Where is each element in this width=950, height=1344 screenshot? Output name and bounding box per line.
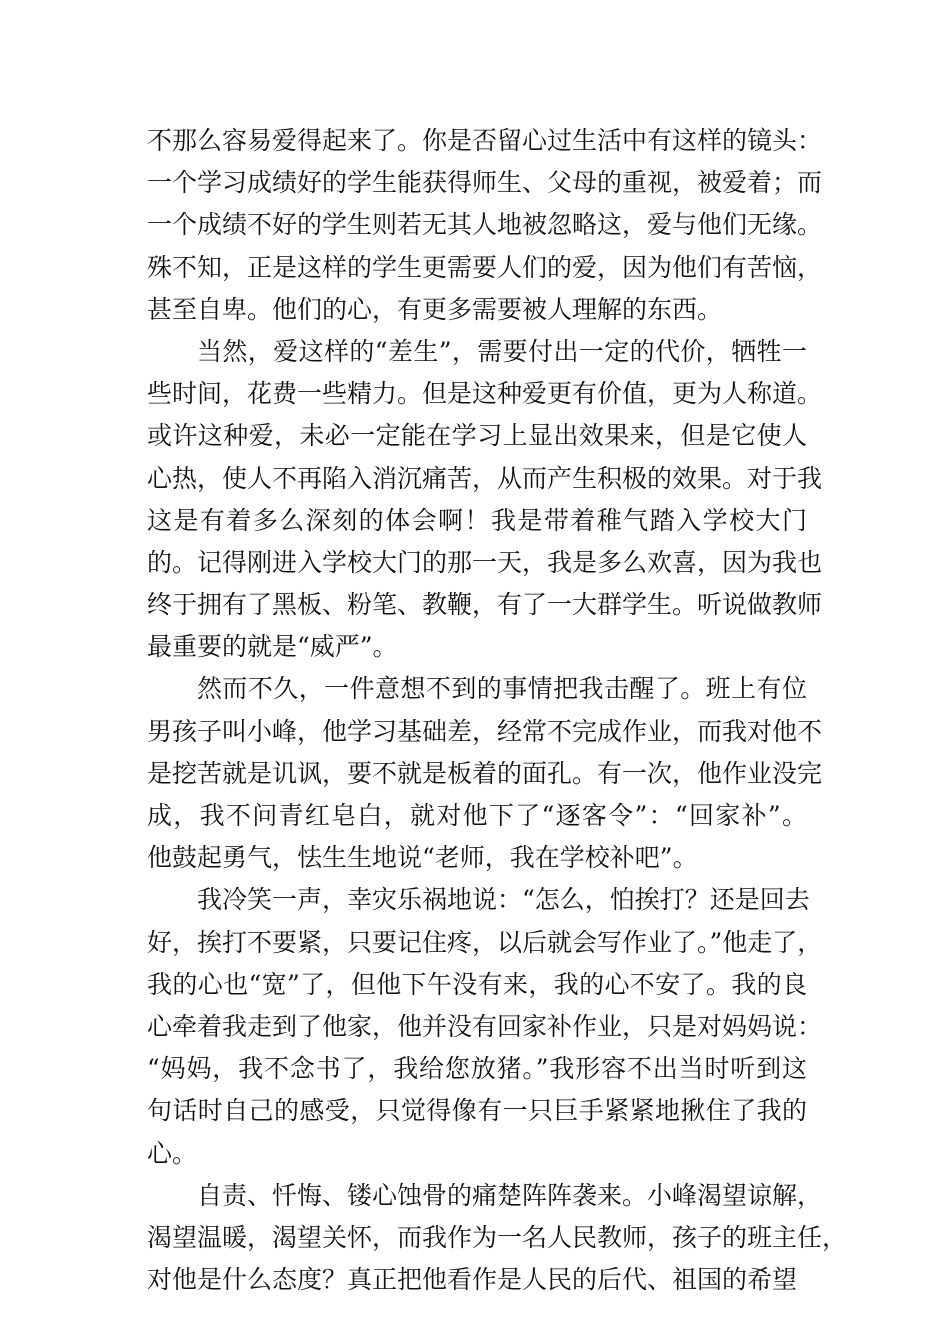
text-line: 殊不知，正是这样的学生更需要人们的爱，因为他们有苦恼，: [147, 252, 823, 282]
text-line: 句话时自己的感受，只觉得像有一只巨手紧紧地揪住了我的: [147, 1096, 807, 1126]
text-line: 不那么容易爱得起来了。你是否留心过生活中有这样的镜头：: [147, 126, 823, 155]
text-line: 男孩子叫小峰，他学习基础差，经常不完成作业，而我对他不: [147, 716, 823, 746]
text-line: 一个成绩不好的学生则若无其人地被忽略这，爱与他们无缘。: [147, 210, 823, 240]
text-line: 自责、忏悔、镂心蚀骨的痛楚阵阵袭来。小峰渴望谅解，: [197, 1180, 823, 1210]
paragraph: [147, 879, 823, 1174]
text-line: 是挖苦就是讥讽，要不就是板着的面孔。有一次，他作业没完: [147, 758, 823, 788]
text-line: 这是有着多么深刻的体会啊！我是带着稚气踏入学校大门: [147, 505, 807, 535]
paragraph: [147, 120, 823, 331]
text-line: 我冷笑一声，幸灾乐祸地说：“怎么，怕挨打？还是回去: [197, 885, 810, 915]
text-line: 渴望温暖，渴望关怀，而我作为一名人民教师，孩子的班主任，: [147, 1222, 848, 1252]
text-line: 成，我不问青红皂白，就对他下了“逐客令”：“回家补”。: [147, 801, 807, 830]
text-line: “妈妈，我不念书了，我给您放猪。”我形容不出当时听到这: [147, 1054, 807, 1084]
text-line: 的。记得刚进入学校大门的那一天，我是多么欢喜，因为我也: [147, 547, 823, 577]
text-line: 然而不久，一件意想不到的事情把我击醒了。班上有位: [197, 674, 807, 704]
text-line: 对他是什么态度？真正把他看作是人民的后代、祖国的希望: [147, 1265, 798, 1295]
paragraph: [147, 1175, 848, 1302]
text-line: 终于拥有了黑板、粉笔、教鞭，有了一大群学生。听说做教师: [147, 590, 823, 620]
text-line: 心。: [147, 1138, 198, 1168]
paragraph: [147, 331, 823, 669]
text-line: 心牵着我走到了他家，他并没有回家补作业，只是对妈妈说：: [147, 1011, 823, 1041]
text-line: 些时间，花费一些精力。但是这种爱更有价值，更为人称道。: [147, 379, 823, 409]
text-line: 最重要的就是“威严”。: [147, 632, 398, 662]
text-line: 他鼓起勇气，怯生生地说“老师，我在学校补吧”。: [147, 843, 698, 873]
text-line: 好，挨打不要紧，只要记住疼，以后就会写作业了。”他走了，: [147, 927, 823, 957]
text-line: 我的心也“宽”了，但他下午没有来，我的心不安了。我的良: [147, 969, 807, 999]
text-line: 心热，使人不再陷入消沉痛苦，从而产生积极的效果。对于我: [147, 463, 823, 493]
body-text: [147, 120, 848, 1301]
text-line: 或许这种爱，未必一定能在学习上显出效果来，但是它使人: [147, 421, 807, 451]
paragraph: [147, 668, 823, 879]
text-line: 甚至自卑。他们的心，有更多需要被人理解的东西。: [147, 294, 723, 324]
text-line: 一个学习成绩好的学生能获得师生、父母的重视，被爱着；而: [147, 168, 823, 198]
text-line: 当然，爱这样的“差生”，需要付出一定的代价，牺牲一: [197, 336, 807, 366]
